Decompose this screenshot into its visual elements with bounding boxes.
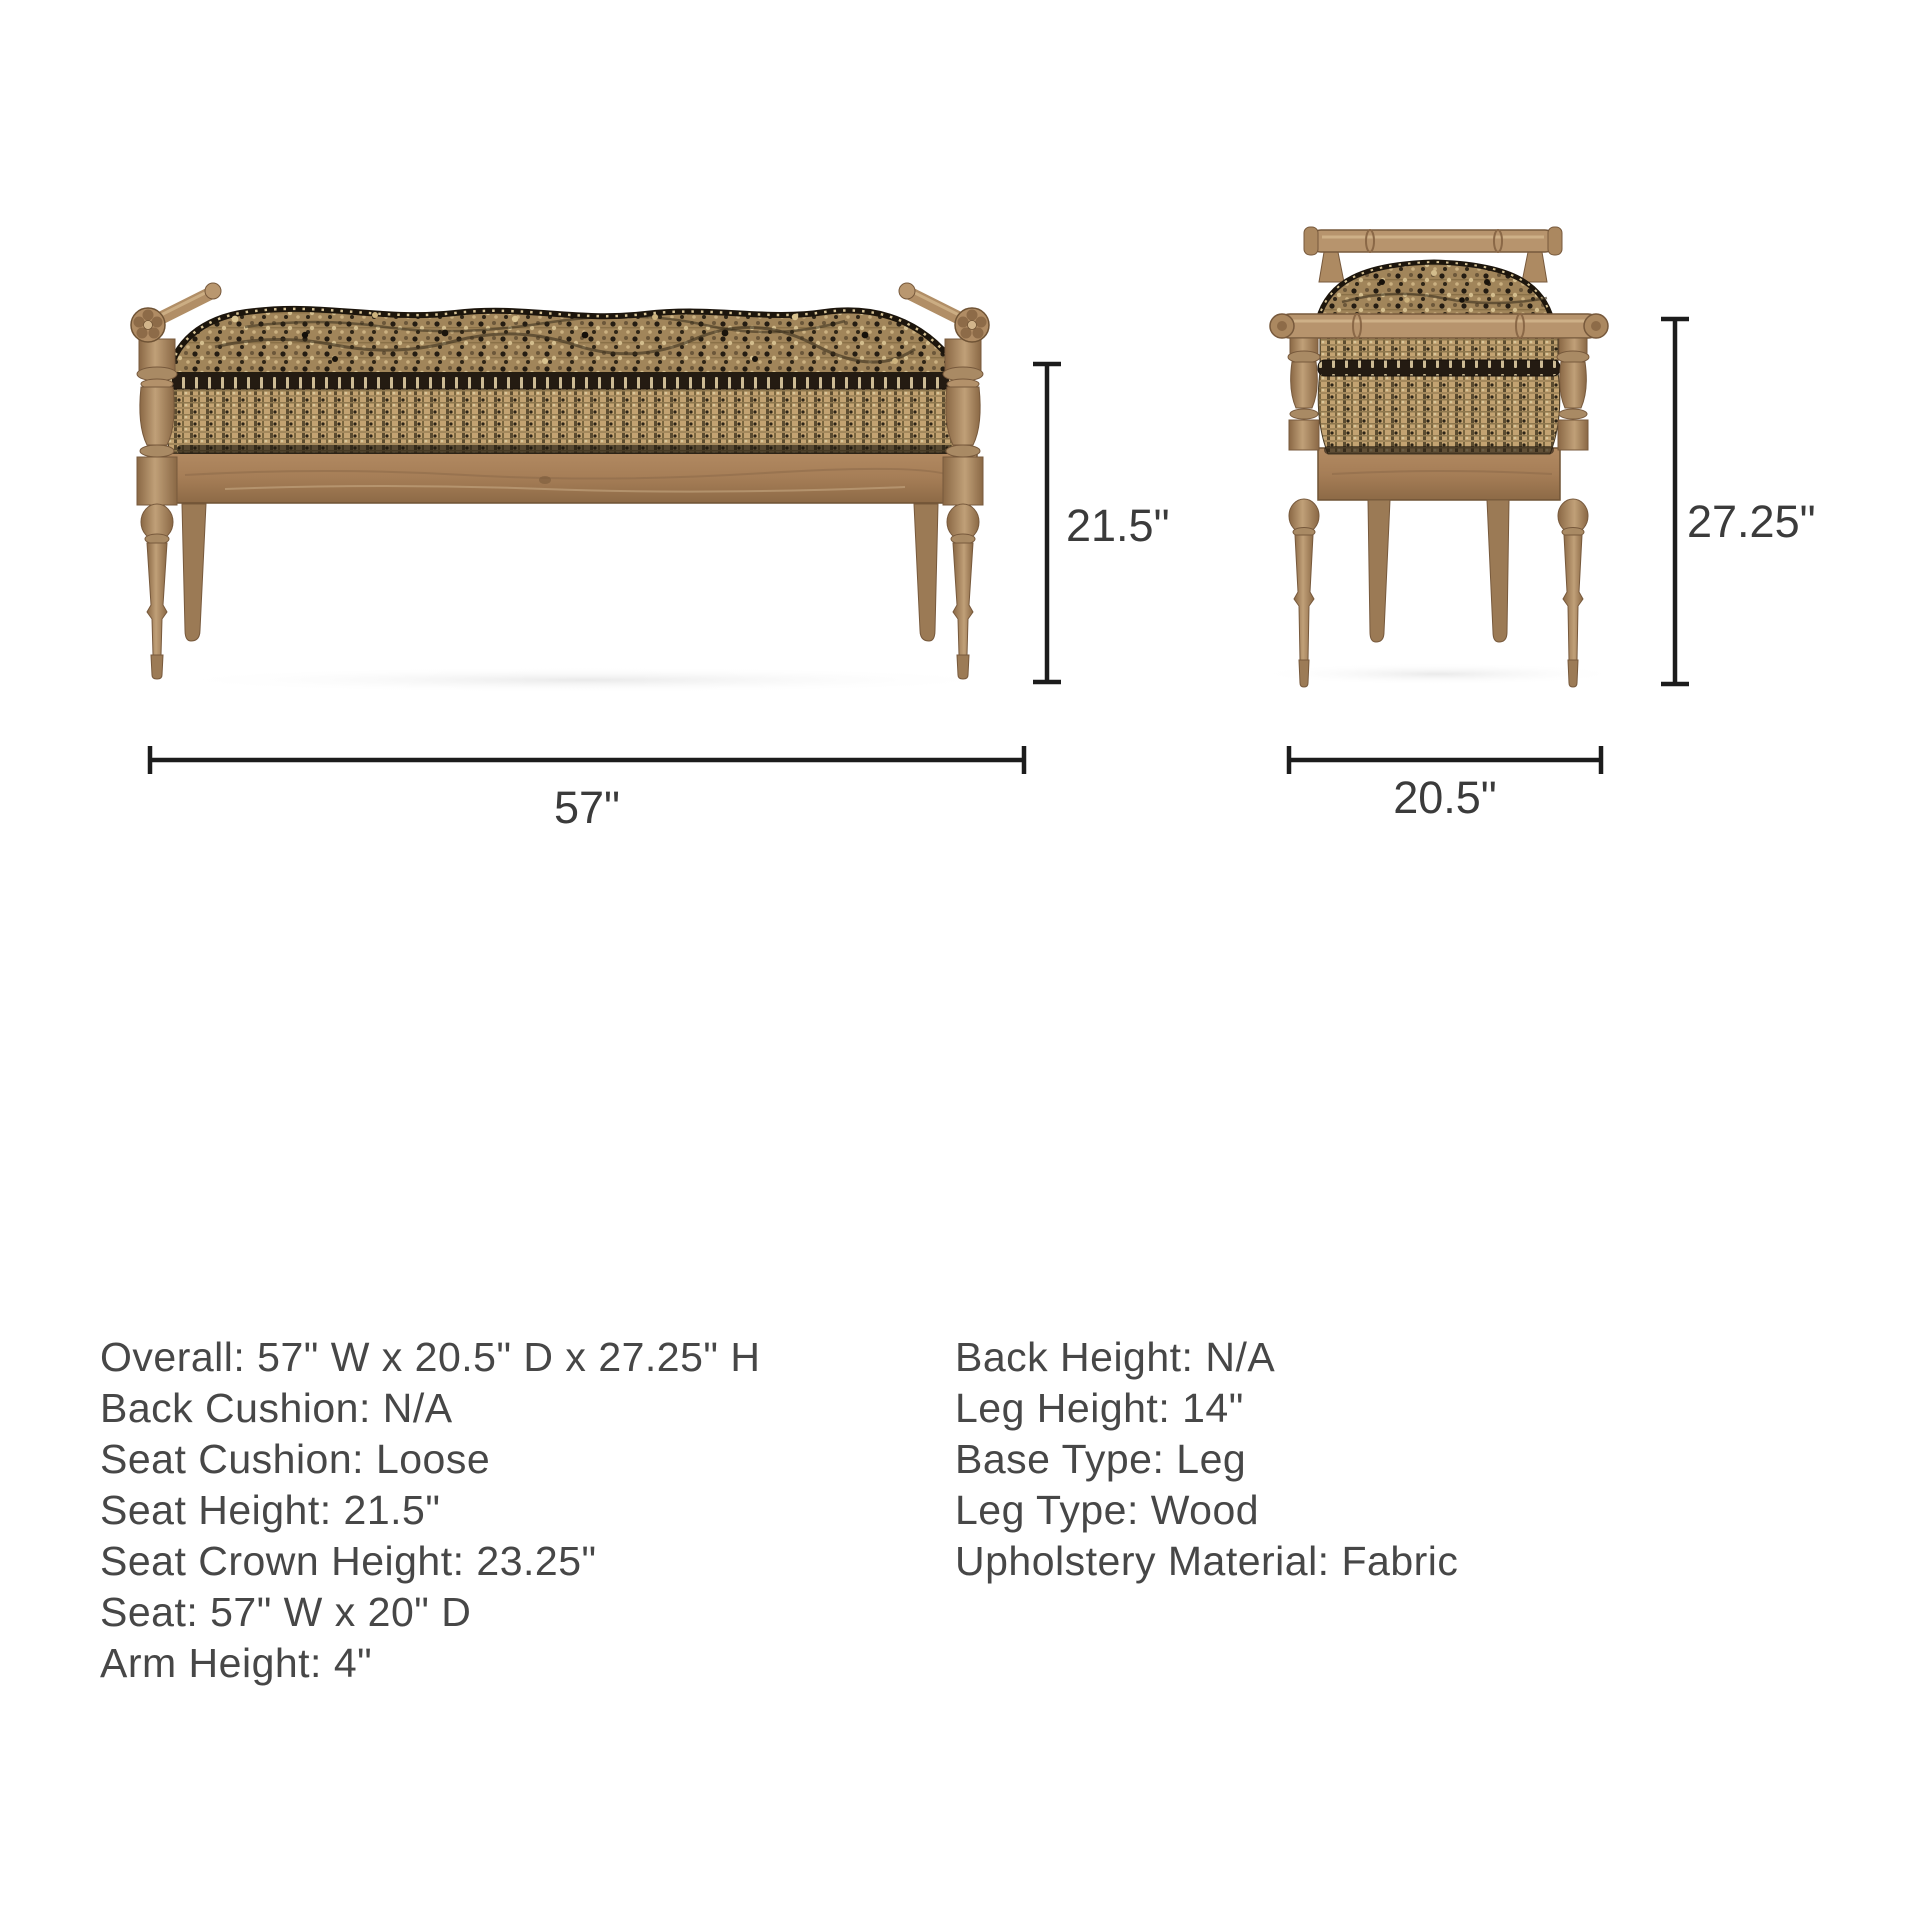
seat-height-dimension-line <box>1033 363 1061 683</box>
overall-height-label: 27.25" <box>1687 496 1816 547</box>
depth-dimension-line <box>1288 746 1602 774</box>
front-floor-shadow <box>155 667 1015 693</box>
spec-seat-cushion: Seat Cushion: Loose <box>100 1436 491 1482</box>
side-back-leg-right <box>1487 500 1509 642</box>
spec-back-cushion: Back Cushion: N/A <box>100 1385 453 1431</box>
overall-depth-label: 20.5" <box>1393 772 1497 823</box>
front-view-illustration <box>131 283 1015 693</box>
width-dimension-line <box>149 746 1025 774</box>
spec-leg-height: Leg Height: 14" <box>955 1385 1244 1431</box>
spec-column-right <box>955 1332 1458 1587</box>
spec-seat-size: Seat: 57" W x 20" D <box>100 1589 472 1635</box>
side-apron <box>1318 448 1560 500</box>
spec-back-height: Back Height: N/A <box>955 1334 1276 1380</box>
front-apron <box>153 448 977 503</box>
side-back-leg-left <box>1368 500 1390 642</box>
spec-base-type: Base Type: Leg <box>955 1436 1247 1482</box>
overall-height-dimension-line <box>1661 318 1689 685</box>
side-cushion-top <box>1318 262 1552 320</box>
spec-overall: Overall: 57" W x 20.5" D x 27.25" H <box>100 1334 761 1380</box>
side-cushion-body <box>1318 338 1560 454</box>
spec-seat-height: Seat Height: 21.5" <box>100 1487 441 1533</box>
side-left-post-leg <box>1288 338 1320 687</box>
side-arm-rail <box>1270 314 1608 338</box>
overall-width-label: 57" <box>553 782 621 833</box>
side-view-illustration <box>1253 227 1623 687</box>
seat-height-label: 21.5" <box>1066 500 1170 551</box>
spec-upholstery-material: Upholstery Material: Fabric <box>955 1538 1459 1584</box>
side-right-post-leg <box>1557 338 1589 687</box>
spec-arm-height: Arm Height: 4" <box>100 1640 373 1686</box>
spec-leg-type: Leg Type: Wood <box>955 1487 1260 1533</box>
spec-seat-crown-height: Seat Crown Height: 23.25" <box>100 1538 597 1584</box>
spec-column-left <box>100 1332 760 1689</box>
front-cushion <box>165 309 965 454</box>
